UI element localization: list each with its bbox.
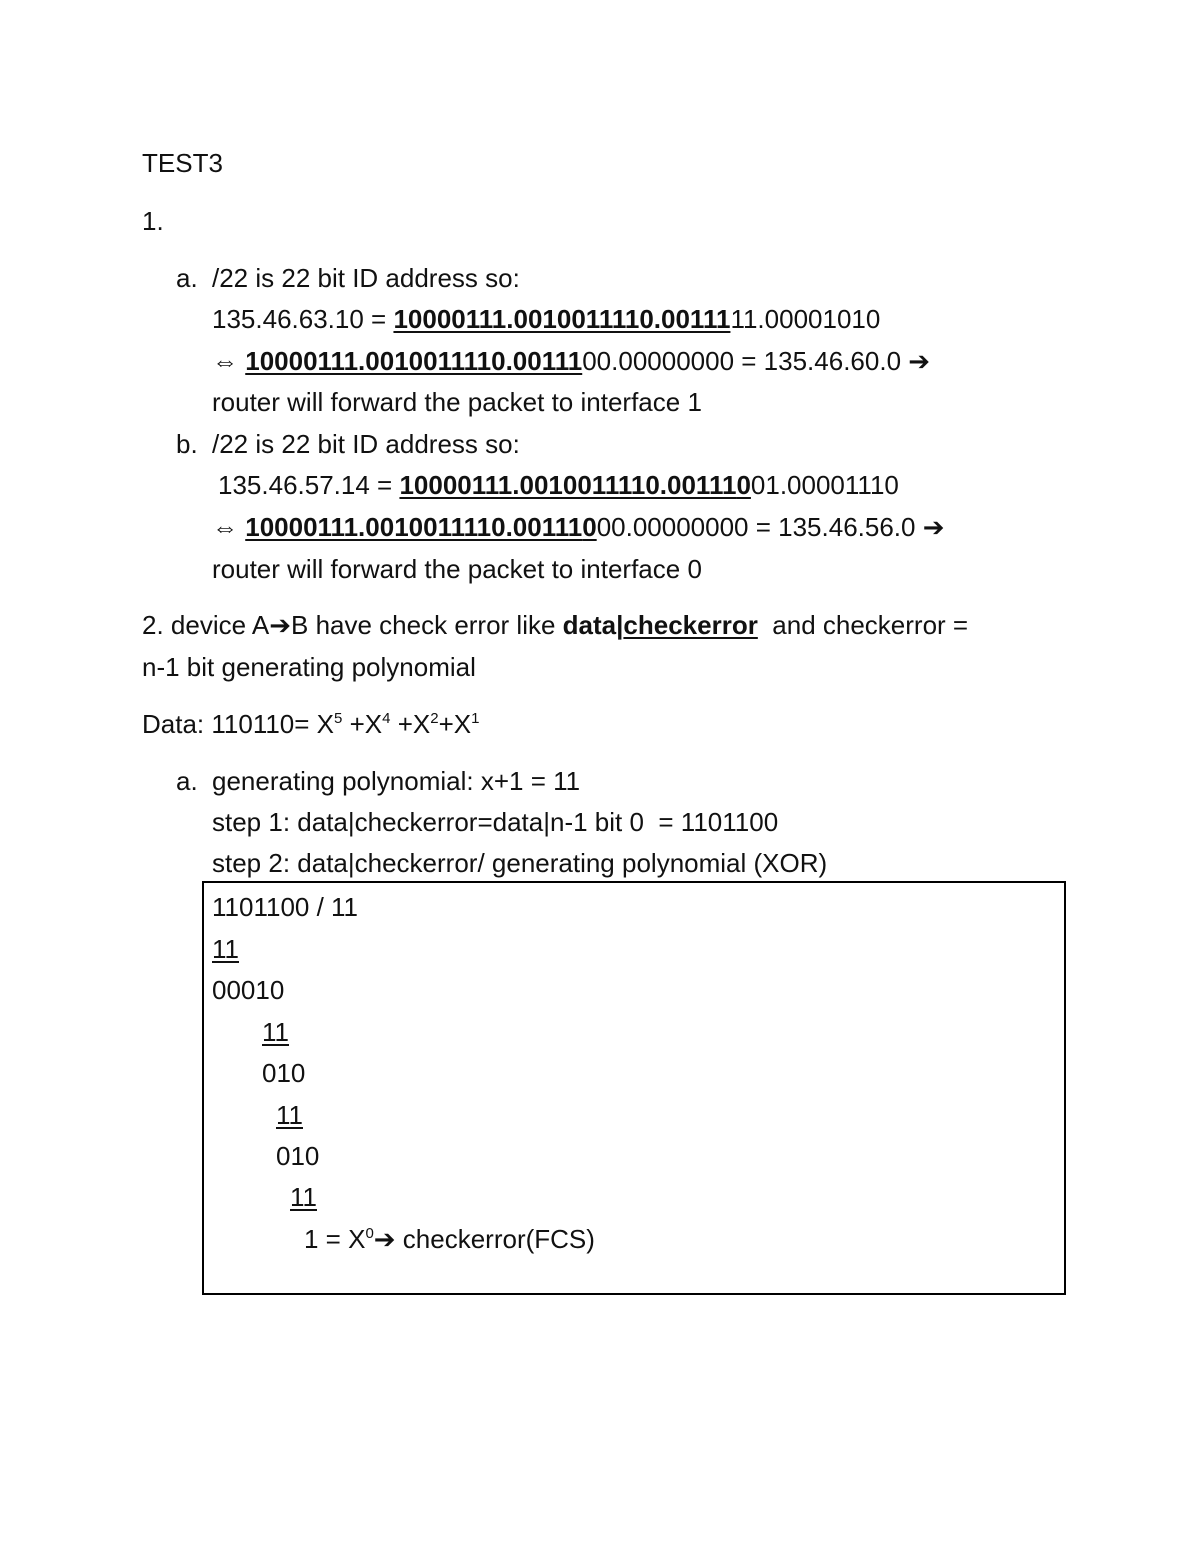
page-title: TEST3 bbox=[142, 148, 223, 178]
network-bits: 10000111.0010011110.00111 bbox=[245, 346, 583, 376]
equivalence-icon: ⇔ bbox=[212, 512, 238, 542]
q1a-network-address bbox=[212, 345, 930, 377]
q2a-generating-polynomial: generating polynomial: x+1 = 11 bbox=[212, 766, 581, 796]
network-tail: 00.00000000 = 135.46.60.0 bbox=[582, 346, 902, 376]
exponent: 1 bbox=[471, 710, 480, 727]
term: +X bbox=[438, 709, 472, 739]
q2-statement-line1 bbox=[142, 609, 968, 641]
exponent: 4 bbox=[382, 710, 391, 727]
checkerror-label: checkerror bbox=[623, 610, 758, 640]
exponent: 0 bbox=[365, 1225, 374, 1242]
q1b-marker: b. bbox=[176, 429, 198, 459]
q1a-intro: /22 is 22 bit ID address so: bbox=[212, 263, 520, 293]
final-remainder bbox=[304, 1223, 595, 1255]
q1b-intro: /22 is 22 bit ID address so: bbox=[212, 429, 520, 459]
exponent: 2 bbox=[430, 710, 439, 727]
ip-network-bits: 10000111.0010011110.00111 bbox=[399, 470, 737, 500]
divisor-underlined: 11 bbox=[262, 1017, 289, 1047]
remainder-line: 00010 bbox=[212, 975, 285, 1005]
q1a-ip-binary bbox=[212, 303, 880, 335]
data-prefix: Data: 110110= X bbox=[142, 709, 335, 739]
data-polynomial bbox=[142, 708, 479, 740]
q2-statement-line2: n-1 bit generating polynomial bbox=[142, 652, 476, 682]
division-line: 1101100 / 11 bbox=[212, 892, 359, 922]
q2-text-c: and checkerror = bbox=[757, 610, 969, 640]
divisor-underlined: 11 bbox=[276, 1100, 303, 1130]
q1a-result: router will forward the packet to interface 1 bbox=[212, 387, 702, 417]
checkerror-fcs-label: checkerror(FCS) bbox=[395, 1224, 595, 1254]
q1a-marker: a. bbox=[176, 263, 198, 293]
q2a-step2: step 2: data|checkerror/ generating polynomial (XOR) bbox=[212, 848, 828, 878]
network-tail: 00.00000000 = 135.46.56.0 bbox=[596, 512, 916, 542]
q2-text-a: 2. device A bbox=[142, 610, 270, 640]
term: +X bbox=[390, 709, 431, 739]
divisor-underlined: 11 bbox=[212, 934, 239, 964]
question-1-number: 1. bbox=[142, 206, 164, 236]
network-bits: 10000111.0010011110.00111 bbox=[245, 512, 583, 542]
arrow-right-icon: ➔ bbox=[373, 1224, 396, 1254]
arrow-right-icon: ➔ bbox=[269, 610, 291, 640]
ip-host-bits: 01.00001110 bbox=[750, 470, 899, 500]
q1b-result: router will forward the packet to interface 0 bbox=[212, 554, 702, 584]
divisor-underlined: 11 bbox=[290, 1182, 317, 1212]
remainder-line: 010 bbox=[262, 1058, 306, 1088]
q2a-marker: a. bbox=[176, 766, 198, 796]
remainder-text: 1 = X bbox=[304, 1224, 366, 1254]
ip-prefix: 135.46.57.14 = bbox=[218, 470, 400, 500]
q1b-ip-binary bbox=[218, 469, 899, 501]
q2a-step1: step 1: data|checkerror=data|n-1 bit 0 = 1101100 bbox=[212, 807, 779, 837]
remainder-line: 010 bbox=[276, 1141, 320, 1171]
ip-host-bits: 11.00001010 bbox=[730, 304, 881, 334]
q1b-network-address bbox=[212, 511, 945, 543]
arrow-right-icon: ➔ bbox=[922, 512, 945, 542]
ip-network-bit-last: 0 bbox=[736, 470, 751, 500]
q2-text-b: B have check error like bbox=[291, 610, 563, 640]
term: +X bbox=[342, 709, 383, 739]
arrow-right-icon: ➔ bbox=[908, 346, 931, 376]
network-bit-last: 0 bbox=[582, 512, 597, 542]
data-label: data| bbox=[562, 610, 624, 640]
equivalence-icon: ⇔ bbox=[212, 346, 238, 376]
ip-network-bits: 10000111.0010011110.00111 bbox=[393, 304, 731, 334]
exponent: 5 bbox=[334, 710, 343, 727]
ip-prefix: 135.46.63.10 = bbox=[212, 304, 394, 334]
